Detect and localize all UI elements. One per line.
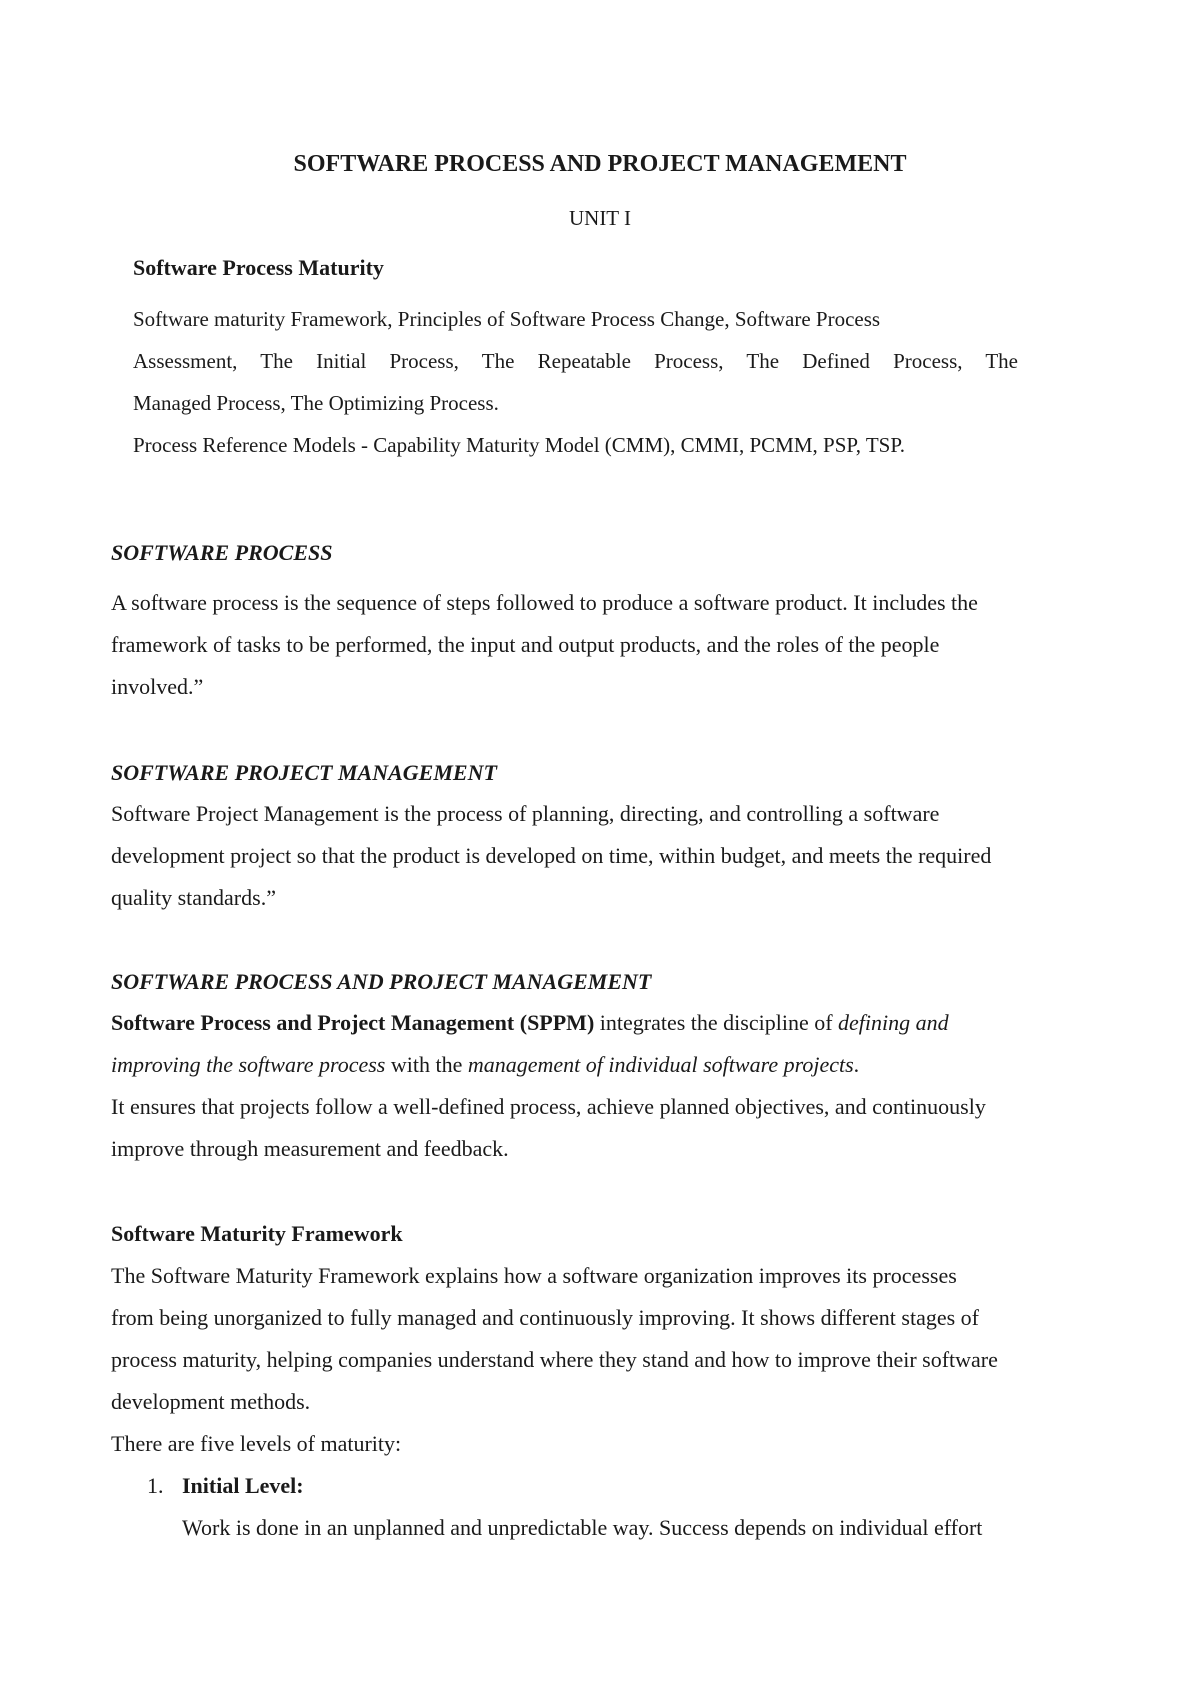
list-item-title: Initial Level: xyxy=(182,1473,304,1498)
sppm-bold-term: Software Process and Project Management (SPPM) xyxy=(111,1010,595,1035)
document-title: SOFTWARE PROCESS AND PROJECT MANAGEMENT xyxy=(293,151,907,177)
list-item-number: 1. xyxy=(147,1473,164,1498)
sppm-italic-text: management of individual software projects xyxy=(467,1052,854,1077)
sppm-line: improve through measurement and feedback. xyxy=(111,1136,509,1161)
paragraph-line: development project so that the product is developed on time, within budget, and meets the required xyxy=(111,843,992,868)
paragraph-line: The Software Maturity Framework explains how a software organization improves its processes xyxy=(111,1263,957,1288)
list-item-text: Work is done in an unplanned and unpredictable way. Success depends on individual effort xyxy=(182,1515,983,1540)
section-heading-maturity-framework: Software Maturity Framework xyxy=(111,1221,403,1246)
paragraph-line: development methods. xyxy=(111,1389,311,1414)
paragraph-line: A software process is the sequence of steps followed to produce a software product. It includes the xyxy=(111,590,978,615)
paragraph-line: framework of tasks to be performed, the input and output products, and the roles of the people xyxy=(111,632,940,657)
section-heading-software-project-management: SOFTWARE PROJECT MANAGEMENT xyxy=(111,760,497,785)
sppm-text: integrates the discipline of xyxy=(594,1010,839,1035)
sppm-text: with the xyxy=(385,1052,468,1077)
paragraph-line: involved.” xyxy=(111,674,204,699)
sppm-italic-text: defining and xyxy=(838,1010,949,1035)
paragraph-line: quality standards.” xyxy=(111,885,276,910)
section-heading-software-process: SOFTWARE PROCESS xyxy=(111,540,333,565)
sppm-text: . xyxy=(853,1052,860,1077)
sppm-line: It ensures that projects follow a well-defined process, achieve planned objectives, and continuously xyxy=(111,1094,986,1119)
paragraph-line: Software Project Management is the process of planning, directing, and controlling a software xyxy=(111,801,940,826)
syllabus-line: Assessment, The Initial Process, The Repeatable Process, The Defined Process, The xyxy=(133,349,1018,373)
syllabus-line: Managed Process, The Optimizing Process. xyxy=(133,391,499,415)
paragraph-line: There are five levels of maturity: xyxy=(111,1431,402,1456)
sppm-italic-text: improving the software process xyxy=(111,1052,386,1077)
section-heading-sppm: SOFTWARE PROCESS AND PROJECT MANAGEMENT xyxy=(111,969,652,994)
paragraph-line: process maturity, helping companies understand where they stand and how to improve their software xyxy=(111,1347,998,1372)
unit-label: UNIT I xyxy=(568,206,631,230)
sppm-line xyxy=(111,1010,949,1036)
sppm-line xyxy=(111,1052,859,1078)
syllabus-line: Software maturity Framework, Principles of Software Process Change, Software Process xyxy=(133,307,881,331)
syllabus-line: Process Reference Models - Capability Maturity Model (CMM), CMMI, PCMM, PSP, TSP. xyxy=(133,433,905,457)
syllabus-heading: Software Process Maturity xyxy=(133,255,384,280)
paragraph-line: from being unorganized to fully managed and continuously improving. It shows different stages of xyxy=(111,1305,980,1330)
